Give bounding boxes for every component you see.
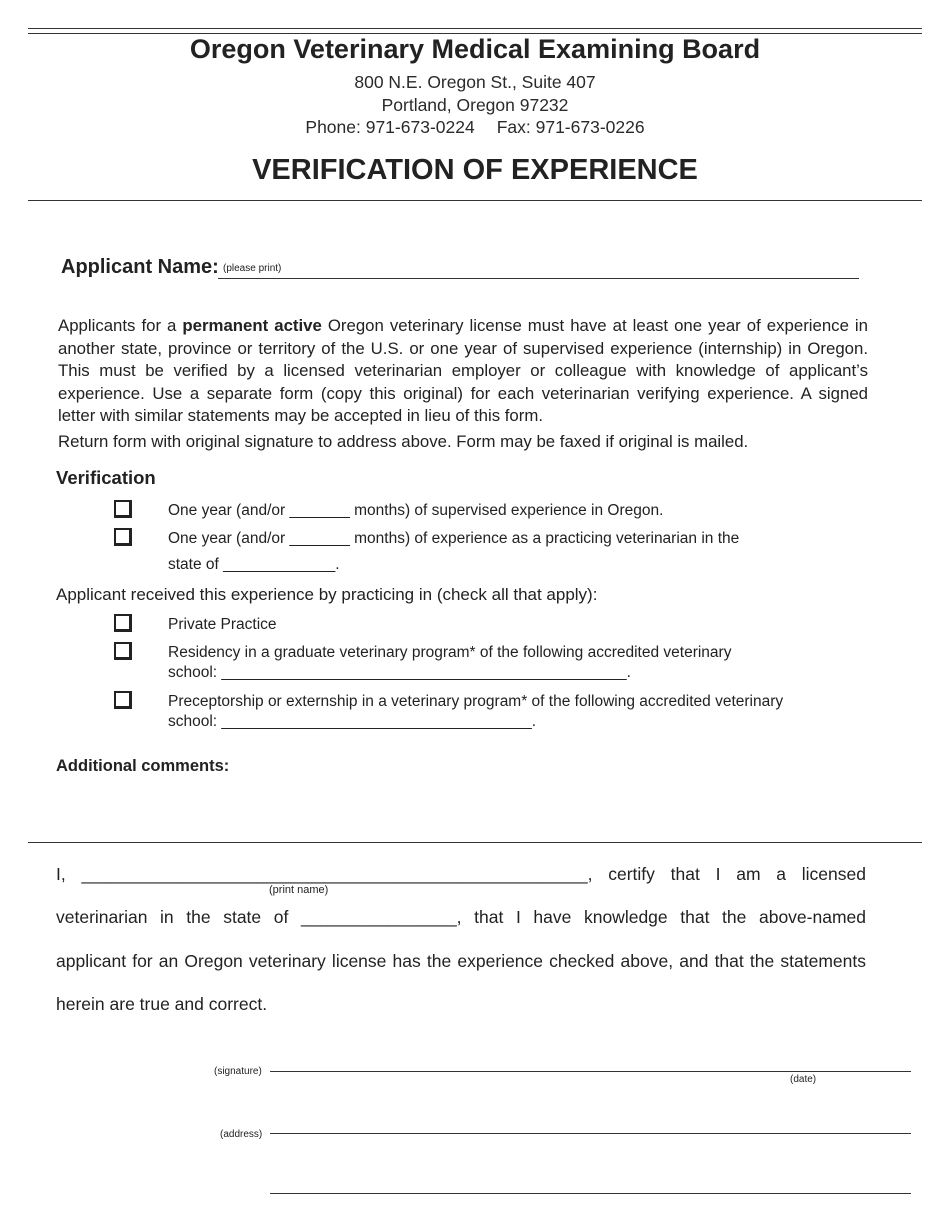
phone: Phone: 971-673-0224 bbox=[305, 117, 475, 137]
practice-item-residency: Residency in a graduate veterinary program* of the following accredited veterinary school: _______________________________________________. bbox=[168, 644, 732, 681]
checkbox-preceptorship[interactable] bbox=[114, 691, 132, 709]
certification-line-4: herein are true and correct. bbox=[56, 994, 268, 1014]
comments-bottom-rule bbox=[28, 842, 922, 843]
certification-line-2: veterinarian in the state of ________________, that I have knowledge that the above-named bbox=[56, 907, 866, 927]
checkbox-private-practice[interactable] bbox=[114, 614, 132, 632]
practice-item-private: Private Practice bbox=[168, 616, 277, 633]
signature-label: (signature) bbox=[214, 1066, 262, 1077]
checkbox-practicing-other-state[interactable] bbox=[114, 528, 132, 546]
applicant-name-field[interactable] bbox=[218, 278, 859, 279]
address-line-2: Portland, Oregon 97232 bbox=[381, 95, 569, 115]
address-label: (address) bbox=[220, 1129, 263, 1140]
additional-comments-heading: Additional comments: bbox=[56, 757, 230, 775]
certification-line-1: I, ____________________________________________________, certify that I am a licensed bbox=[56, 864, 866, 884]
checkbox-supervised-oregon[interactable] bbox=[114, 500, 132, 518]
please-print-hint: (please print) bbox=[223, 263, 282, 274]
practice-item-preceptorship: Preceptorship or externship in a veterinary program* of the following accredited veterinary school: ____________________________________. bbox=[168, 693, 784, 730]
applicant-name-label: Applicant Name: bbox=[61, 256, 219, 278]
org-name: Oregon Veterinary Medical Examining Board bbox=[189, 34, 761, 64]
verification-item-1: One year (and/or _______ months) of supervised experience in Oregon. bbox=[168, 502, 664, 519]
return-instructions: Return form with original signature to address above. Form may be faxed if original is mailed. bbox=[58, 431, 749, 451]
print-name-hint: (print name) bbox=[269, 884, 329, 896]
top-rule bbox=[28, 28, 922, 29]
header-bottom-rule bbox=[28, 200, 922, 201]
date-label: (date) bbox=[790, 1074, 817, 1085]
certification-line-3: applicant for an Oregon veterinary license has the experience checked above, and that the statements bbox=[56, 951, 866, 971]
instructions-paragraph: Applicants for a permanent active Oregon veterinary license must have at least one year of experience in another state, province or territory of the U.S. or one year of supervised experience (internship) in Oregon. This must be verified by a licensed veterinarian employer or colleague with knowledge of applicant’s experience. Use a separate form (copy this original) for each veterinarian verifying experience. A signed letter with similar statements may be accepted in lieu of this form. Return form with original signature to address above. Form may be faxed if original is mailed. bbox=[58, 315, 868, 453]
contact-line bbox=[0, 117, 950, 138]
address-field-line-1[interactable] bbox=[270, 1133, 911, 1134]
address-field-line-2[interactable] bbox=[270, 1193, 911, 1194]
address-line-1: 800 N.E. Oregon St., Suite 407 bbox=[354, 72, 596, 92]
verification-item-2: One year (and/or _______ months) of experience as a practicing veterinarian in the state of _____________. bbox=[168, 530, 740, 573]
practice-question: Applicant received this experience by practicing in (check all that apply): bbox=[56, 585, 598, 604]
fax: Fax: 971-673-0226 bbox=[496, 117, 645, 137]
verification-heading: Verification bbox=[56, 467, 156, 488]
checkbox-residency[interactable] bbox=[114, 642, 132, 660]
form-title: VERIFICATION OF EXPERIENCE bbox=[252, 154, 698, 186]
signature-field[interactable] bbox=[270, 1071, 911, 1072]
permanent-active-emphasis: permanent active bbox=[182, 316, 322, 335]
